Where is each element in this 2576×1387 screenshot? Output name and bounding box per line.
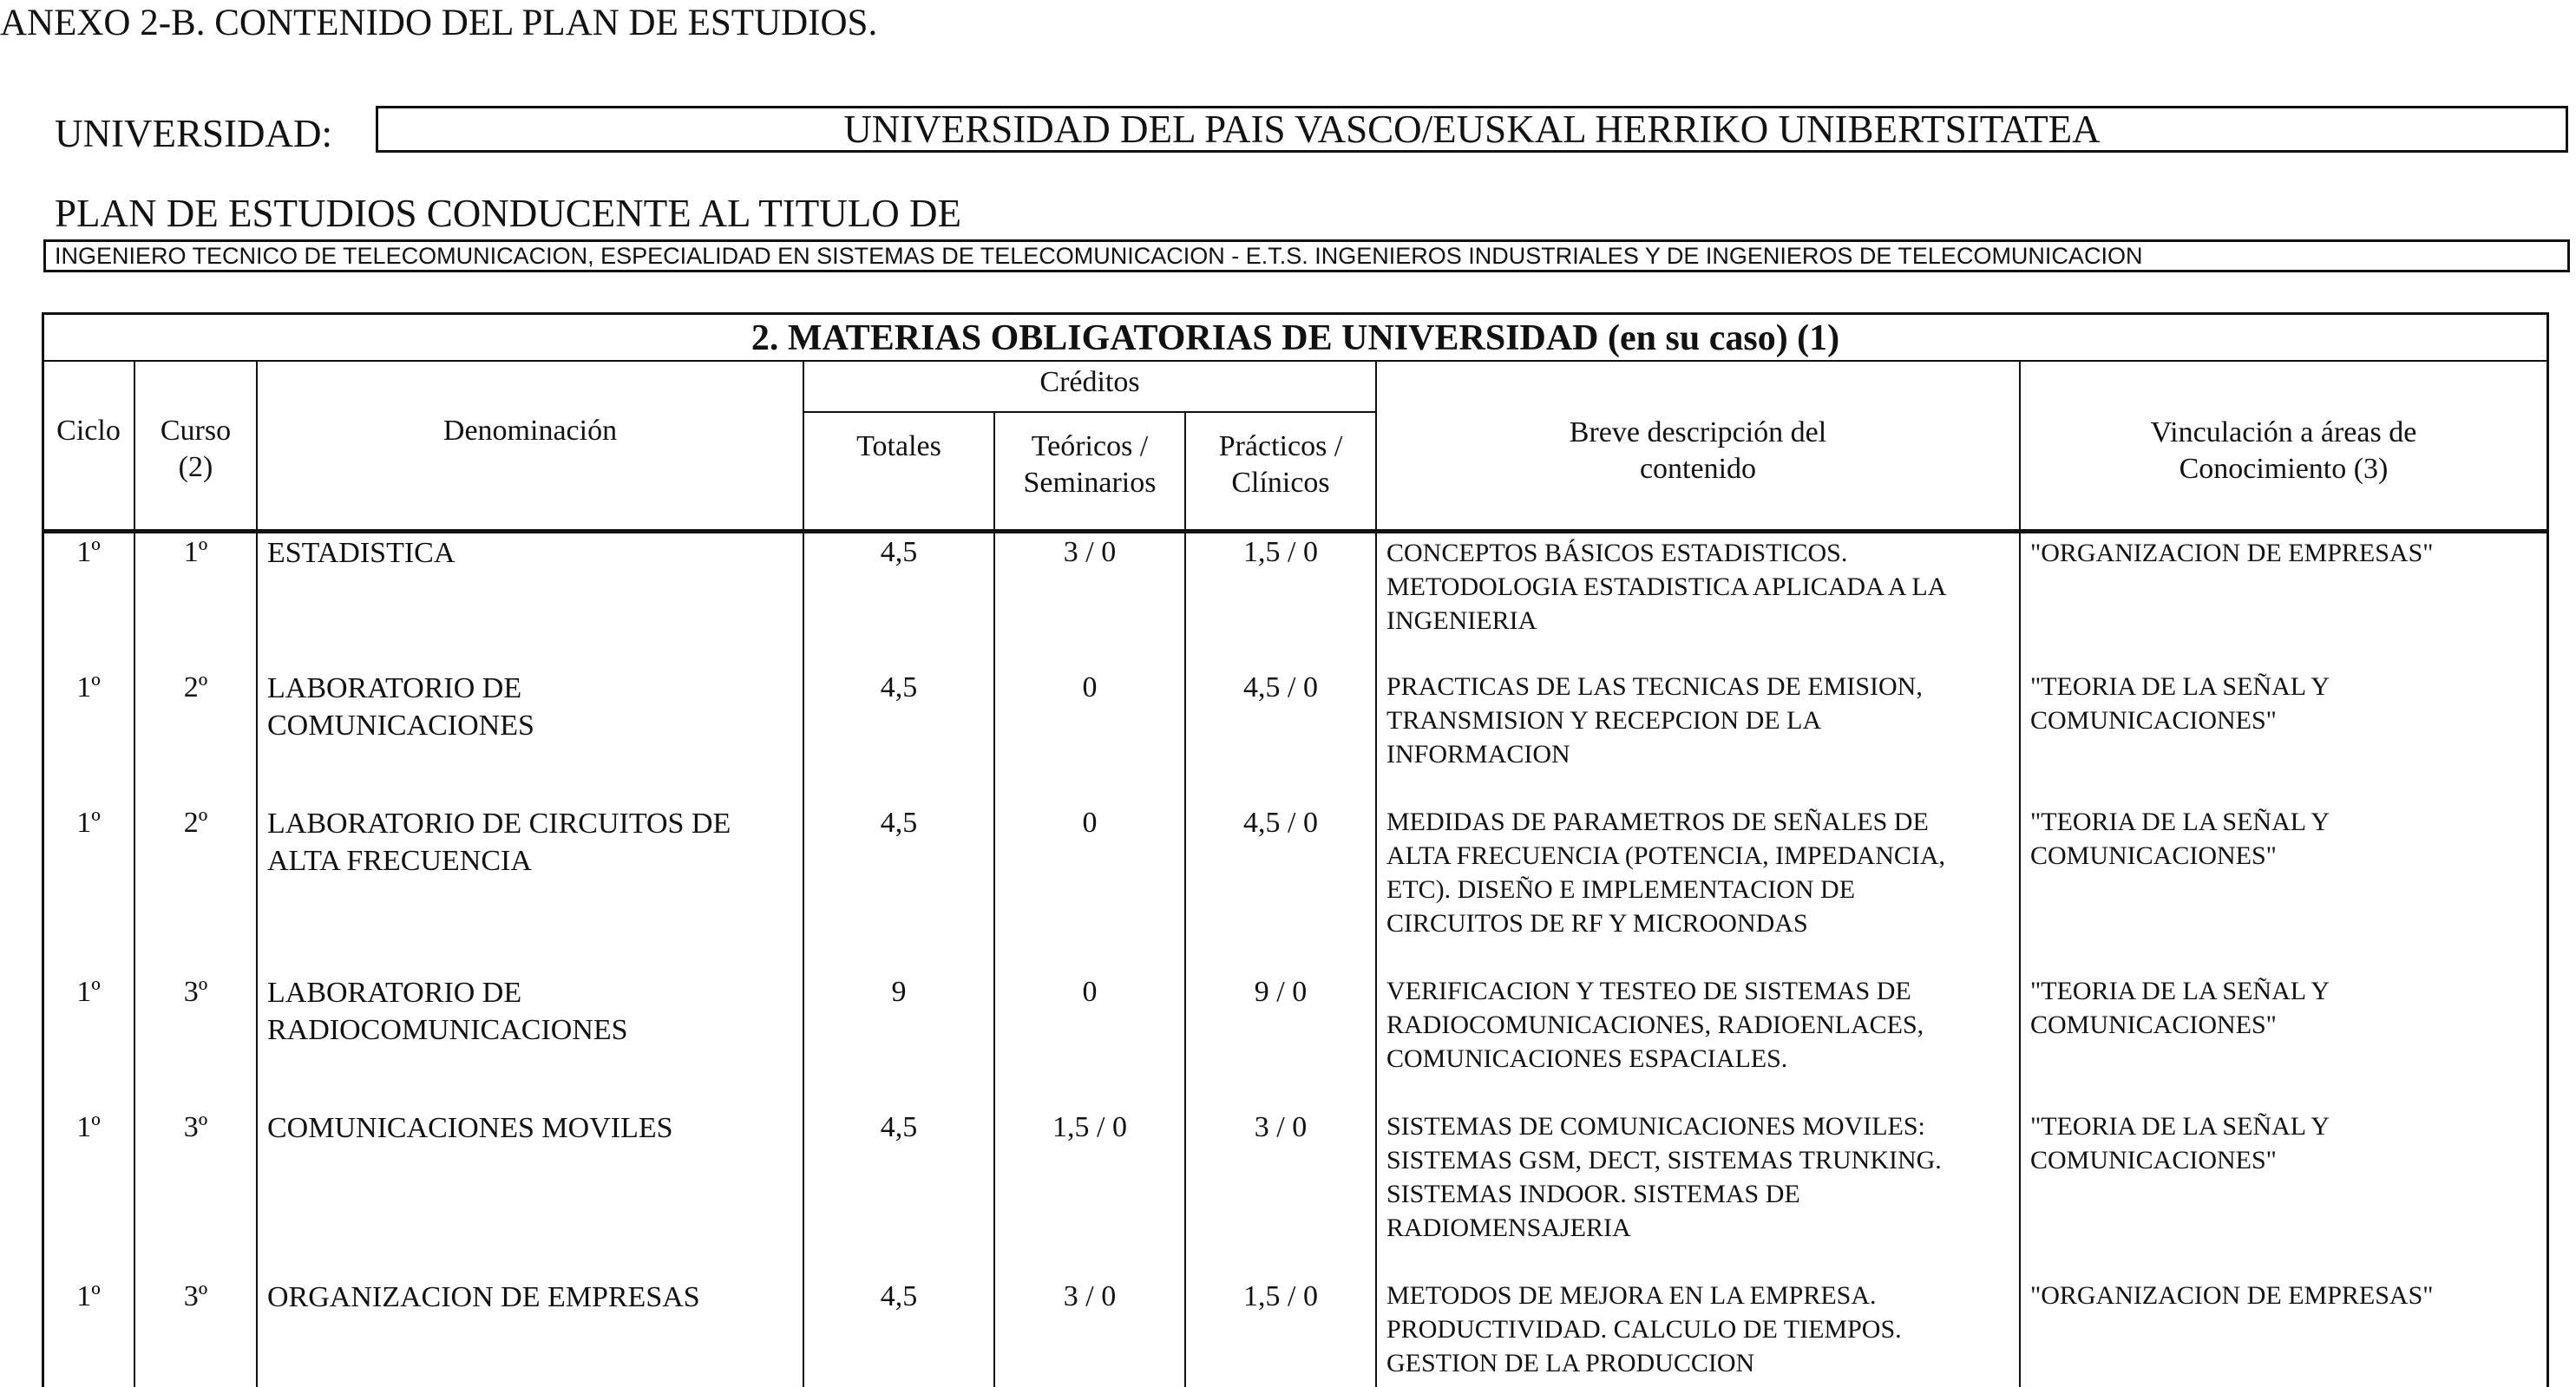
cell-teoricos: 3 / 0	[1063, 1280, 1117, 1312]
cell-denominacion: COMUNICACIONES MOVILES	[267, 1112, 673, 1144]
cell-ciclo: 1º	[76, 1111, 101, 1143]
document-title: ANEXO 2-B. CONTENIDO DEL PLAN DE ESTUDIOS.	[0, 3, 878, 43]
table-title: 2. MATERIAS OBLIGATORIAS DE UNIVERSIDAD (en su caso) (1)	[751, 318, 1840, 358]
cell-descripcion: CONCEPTOS BÁSICOS ESTADISTICOS. METODOLOGIA ESTADISTICA APLICADA A LA INGENIERIA	[1386, 539, 1947, 635]
cell-descripcion: PRACTICAS DE LAS TECNICAS DE EMISION, TRANSMISION Y RECEPCION DE LA INFORMACION	[1386, 672, 1923, 769]
cell-vinculacion: "TEORIA DE LA SEÑAL Y COMUNICACIONES"	[2030, 977, 2330, 1039]
col-header-practicos: Prácticos / Clínicos	[1218, 430, 1343, 499]
plan-label: PLAN DE ESTUDIOS CONDUCENTE AL TITULO DE	[55, 192, 961, 235]
universidad-value: UNIVERSIDAD DEL PAIS VASCO/EUSKAL HERRIKO UNIBERTSITATEA	[843, 108, 2101, 151]
cell-descripcion: VERIFICACION Y TESTEO DE SISTEMAS DE RADIOCOMUNICACIONES, RADIOENLACES, COMUNICACIONES ESPACIALES.	[1386, 977, 1924, 1073]
col-header-vinculacion: Vinculación a áreas de Conocimiento (3)	[2150, 416, 2417, 485]
cell-denominacion: ORGANIZACION DE EMPRESAS	[267, 1281, 700, 1313]
cell-curso: 3º	[183, 1111, 208, 1143]
cell-vinculacion: "TEORIA DE LA SEÑAL Y COMUNICACIONES"	[2030, 672, 2330, 735]
cell-practicos: 1,5 / 0	[1243, 1280, 1318, 1312]
cell-vinculacion: "TEORIA DE LA SEÑAL Y COMUNICACIONES"	[2030, 1112, 2330, 1174]
cell-curso: 3º	[183, 1280, 208, 1312]
cell-ciclo: 1º	[76, 1280, 101, 1312]
cell-ciclo: 1º	[76, 976, 101, 1008]
cell-curso: 3º	[183, 976, 208, 1008]
cell-vinculacion: "ORGANIZACION DE EMPRESAS"	[2030, 1281, 2434, 1310]
cell-totales: 4,5	[880, 671, 918, 703]
cell-vinculacion: "ORGANIZACION DE EMPRESAS"	[2030, 539, 2434, 567]
cell-practicos: 4,5 / 0	[1243, 671, 1318, 703]
titulo-box	[43, 239, 2570, 272]
cell-totales: 4,5	[880, 536, 918, 568]
cell-totales: 4,5	[880, 1111, 918, 1143]
cell-denominacion: ESTADISTICA	[267, 537, 456, 569]
cell-teoricos: 0	[1082, 976, 1098, 1008]
cell-ciclo: 1º	[76, 536, 101, 568]
cell-descripcion: MEDIDAS DE PARAMETROS DE SEÑALES DE ALTA FRECUENCIA (POTENCIA, IMPEDANCIA, ETC). DISEÑO E IMPLEMENTACION DE CIRCUITOS DE RF Y MICROONDAS	[1386, 808, 1946, 938]
cell-descripcion: METODOS DE MEJORA EN LA EMPRESA. PRODUCTIVIDAD. CALCULO DE TIEMPOS. GESTION DE LA PRODUCCION	[1386, 1281, 1902, 1377]
cell-vinculacion: "TEORIA DE LA SEÑAL Y COMUNICACIONES"	[2030, 808, 2330, 870]
cell-curso: 2º	[183, 807, 208, 839]
col-header-teoricos: Teóricos / Seminarios	[1023, 430, 1157, 499]
cell-teoricos: 1,5 / 0	[1052, 1111, 1127, 1143]
cell-totales: 4,5	[880, 1280, 918, 1312]
cell-teoricos: 3 / 0	[1063, 536, 1117, 568]
col-header-denominacion: Denominación	[442, 415, 618, 447]
cell-curso: 1º	[183, 536, 208, 568]
cell-denominacion: LABORATORIO DE COMUNICACIONES	[267, 672, 534, 742]
cell-ciclo: 1º	[76, 671, 101, 703]
universidad-label: UNIVERSIDAD:	[55, 112, 332, 155]
col-header-curso: Curso (2)	[160, 415, 232, 483]
cell-practicos: 1,5 / 0	[1243, 536, 1318, 568]
cell-totales: 4,5	[880, 807, 918, 839]
cell-descripcion: SISTEMAS DE COMUNICACIONES MOVILES: SISTEMAS GSM, DECT, SISTEMAS TRUNKING. SISTEMAS INDOOR. SISTEMAS DE RADIOMENSAJERIA	[1386, 1112, 1942, 1242]
col-header-ciclo: Ciclo	[56, 415, 121, 447]
cell-teoricos: 0	[1082, 807, 1098, 839]
cell-practicos: 4,5 / 0	[1243, 807, 1318, 839]
cell-curso: 2º	[183, 671, 208, 703]
cell-denominacion: LABORATORIO DE RADIOCOMUNICACIONES	[267, 977, 628, 1046]
titulo-value: INGENIERO TECNICO DE TELECOMUNICACION, ESPECIALIDAD EN SISTEMAS DE TELECOMUNICACION - E.T.S. INGENIEROS INDUSTRIALES Y DE INGENIEROS DE TELECOMUNICACION	[55, 242, 2143, 269]
col-header-creditos: Créditos	[1039, 366, 1140, 398]
cell-ciclo: 1º	[76, 807, 101, 839]
cell-practicos: 9 / 0	[1254, 976, 1308, 1008]
cell-totales: 9	[891, 976, 907, 1008]
cell-practicos: 3 / 0	[1254, 1111, 1308, 1143]
cell-teoricos: 0	[1082, 671, 1098, 703]
universidad-box	[376, 106, 2568, 153]
cell-denominacion: LABORATORIO DE CIRCUITOS DE ALTA FRECUENCIA	[267, 808, 731, 877]
col-header-totales: Totales	[856, 430, 941, 462]
col-header-descripcion: Breve descripción del contenido	[1569, 416, 1827, 485]
